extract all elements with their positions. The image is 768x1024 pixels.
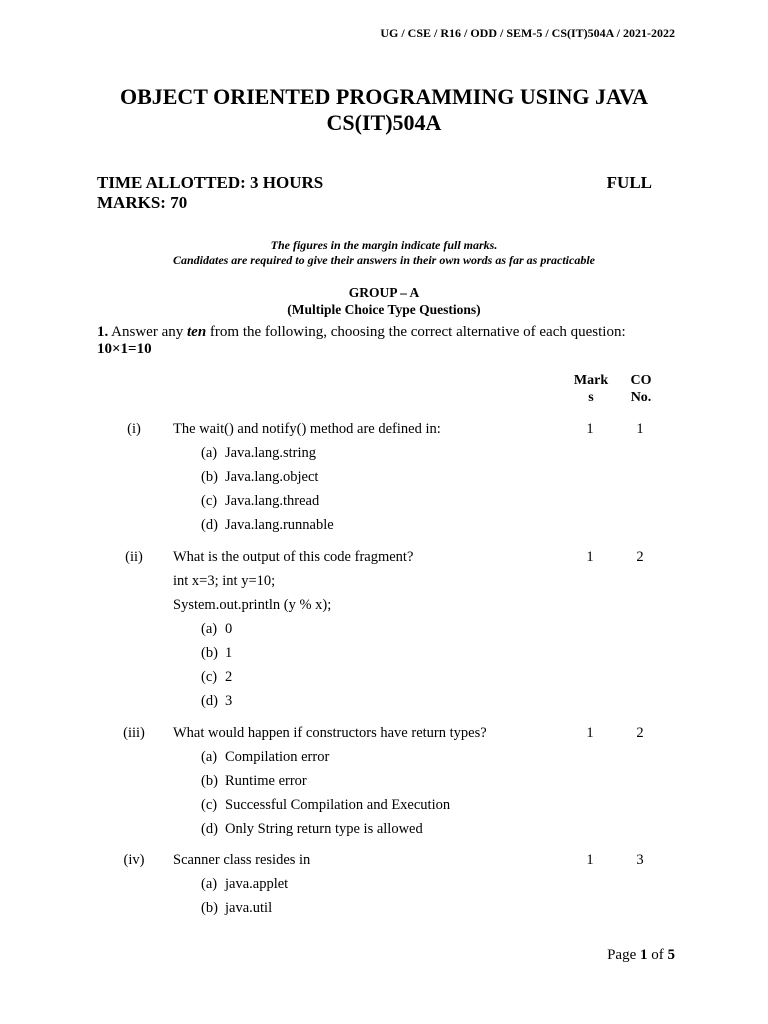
question-co: 1 — [636, 421, 644, 437]
option-text: java.applet — [225, 876, 289, 892]
option — [201, 469, 318, 486]
option — [201, 797, 450, 814]
question-marks: 1 — [586, 852, 594, 868]
option — [201, 821, 423, 838]
option — [201, 693, 232, 710]
instructions — [0, 238, 768, 268]
option-label: (c) — [201, 797, 218, 813]
question-marks: 1 — [586, 549, 594, 565]
footer-page-number: 1 — [640, 947, 648, 963]
option-text: 2 — [225, 669, 233, 685]
option-text: 1 — [225, 645, 233, 661]
intro-pre: Answer any — [108, 324, 187, 340]
full-label: FULL — [606, 173, 652, 192]
option-text: java.util — [225, 900, 273, 916]
option-label: (b) — [201, 645, 218, 661]
option — [201, 517, 334, 534]
option-label: (a) — [201, 621, 218, 637]
option-text: Java.lang.string — [225, 445, 317, 461]
question-number: 1. — [97, 324, 109, 340]
title-line-2: CS(IT)504A — [326, 110, 442, 135]
option-text: Only String return type is allowed — [225, 821, 423, 837]
option-label: (b) — [201, 900, 218, 916]
co-column-header — [625, 372, 657, 406]
question-text: The wait() and notify() method are defined in: — [173, 421, 441, 437]
option-text: Java.lang.object — [225, 469, 319, 485]
intro-emph: ten — [187, 324, 207, 340]
question-num: (i) — [127, 421, 141, 437]
co-header-line-1: CO — [630, 373, 652, 388]
code-line: System.out.println (y % x); — [173, 597, 332, 613]
question-num: (iv) — [123, 852, 145, 868]
option — [201, 773, 307, 790]
question-text: What is the output of this code fragment? — [173, 549, 414, 565]
option-label: (d) — [201, 821, 218, 837]
question-num: (ii) — [125, 549, 143, 565]
question-co: 3 — [636, 852, 644, 868]
header-code: UG / CSE / R16 / ODD / SEM-5 / CS(IT)504A / 2021-2022 — [380, 26, 675, 40]
intro-post: from the following, choosing the correct alternative of each question: — [206, 324, 626, 340]
option — [201, 876, 288, 893]
question-co: 2 — [636, 549, 644, 565]
question-text: Scanner class resides in — [173, 852, 311, 868]
option — [201, 621, 232, 638]
instruction-2: Candidates are required to give their answers in their own words as far as practicable — [172, 253, 596, 267]
option-label: (c) — [201, 493, 218, 509]
full-marks: MARKS: 70 — [97, 193, 188, 212]
footer-of: of — [647, 947, 668, 963]
footer-page-word: Page — [607, 947, 640, 963]
option — [201, 749, 329, 766]
marks-column-header — [571, 372, 611, 406]
page-title — [0, 84, 768, 136]
option-text: Runtime error — [225, 773, 307, 789]
intro-marks: 10×1=10 — [97, 341, 152, 357]
option-label: (a) — [201, 749, 218, 765]
marks-header-line-1: Mark — [573, 373, 609, 388]
option — [201, 445, 316, 462]
instruction-1: The figures in the margin indicate full marks. — [270, 238, 498, 252]
question-marks: 1 — [586, 421, 594, 437]
code-line: int x=3; int y=10; — [173, 573, 276, 589]
question-num: (iii) — [123, 725, 145, 741]
option-label: (d) — [201, 693, 218, 709]
option-text: Compilation error — [225, 749, 330, 765]
option-text: Java.lang.runnable — [225, 517, 334, 533]
option-label: (b) — [201, 773, 218, 789]
option-text: Successful Compilation and Execution — [225, 797, 451, 813]
group-title: GROUP – A — [348, 285, 420, 300]
option-label: (a) — [201, 445, 218, 461]
page-footer — [607, 947, 675, 964]
option-text: 0 — [225, 621, 233, 637]
option — [201, 900, 272, 917]
option-label: (b) — [201, 469, 218, 485]
option-label: (d) — [201, 517, 218, 533]
co-header-line-2: No. — [630, 390, 652, 405]
question-marks: 1 — [586, 725, 594, 741]
option-text: 3 — [225, 693, 233, 709]
marks-header-line-2: s — [588, 390, 594, 405]
option — [201, 669, 232, 686]
footer-page-total: 5 — [667, 947, 675, 963]
question-intro — [97, 324, 677, 358]
option-text: Java.lang.thread — [225, 493, 320, 509]
option-label: (a) — [201, 876, 218, 892]
group-subtitle: (Multiple Choice Type Questions) — [287, 302, 481, 317]
question-co: 2 — [636, 725, 644, 741]
group-heading — [0, 284, 768, 318]
option — [201, 645, 232, 662]
title-line-1: OBJECT ORIENTED PROGRAMMING USING JAVA — [119, 84, 649, 109]
time-allotted: TIME ALLOTTED: 3 HOURS — [97, 173, 324, 192]
option — [201, 493, 319, 510]
option-label: (c) — [201, 669, 218, 685]
question-text: What would happen if constructors have return types? — [173, 725, 487, 741]
